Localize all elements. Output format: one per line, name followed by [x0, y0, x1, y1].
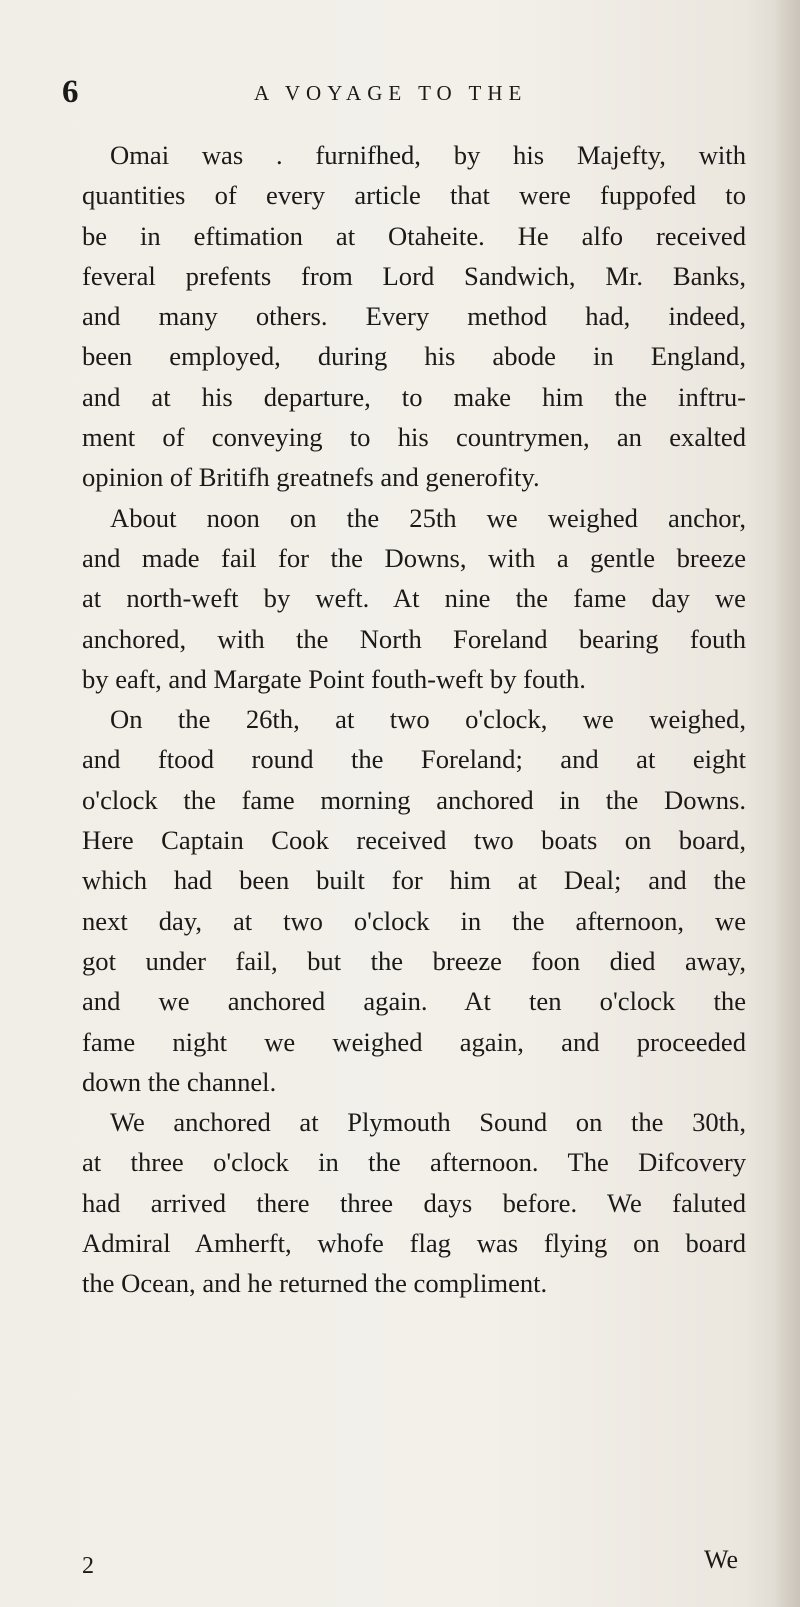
- text-line: at three o'clock in the afternoon. The Difcovery: [82, 1147, 746, 1178]
- body-text: [82, 135, 746, 1304]
- text-line: We anchored at Plymouth Sound on the 30th,: [110, 1107, 746, 1138]
- text-line: the Ocean, and he returned the compliment.: [82, 1268, 548, 1299]
- text-line: and many others. Every method had, indeed,: [82, 301, 746, 332]
- text-line: feveral prefents from Lord Sandwich, Mr. Banks,: [82, 260, 746, 291]
- text-line: which had been built for him at Deal; and the: [82, 865, 746, 896]
- text-line: opinion of Britifh greatnefs and generofity.: [82, 462, 540, 493]
- text-line: and at his departure, to make him the inftru-: [82, 381, 746, 412]
- text-line: quantities of every article that were fuppofed to: [82, 180, 746, 211]
- text-line: On the 26th, at two o'clock, we weighed,: [110, 704, 746, 735]
- page-header: [62, 72, 722, 112]
- text-line: be in eftimation at Otaheite. He alfo received: [82, 220, 746, 251]
- page-number: 6: [62, 74, 79, 110]
- text-line: got under fail, but the breeze foon died away,: [82, 945, 746, 976]
- text-line: Here Captain Cook received two boats on board,: [82, 825, 746, 856]
- text-line: Admiral Amherft, whofe flag was flying on board: [82, 1228, 746, 1259]
- page-edge-shadow: [774, 0, 800, 1607]
- text-line: been employed, during his abode in England,: [82, 341, 746, 372]
- text-line: at north-weft by weft. At nine the fame day we: [82, 583, 746, 614]
- text-line: and made fail for the Downs, with a gentle breeze: [82, 542, 746, 573]
- text-line: had arrived there three days before. We faluted: [82, 1187, 746, 1218]
- text-line: and we anchored again. At ten o'clock the: [82, 986, 746, 1017]
- text-line: Omai was . furnifhed, by his Majefty, with: [110, 140, 746, 170]
- text-line: ment of conveying to his countrymen, an exalted: [82, 422, 746, 453]
- text-line: down the channel.: [82, 1066, 277, 1097]
- catchword: We: [704, 1545, 738, 1574]
- signature-mark: 2: [82, 1553, 94, 1579]
- text-line: next day, at two o'clock in the afternoon, we: [82, 905, 746, 936]
- text-line: and ftood round the Foreland; and at eight: [82, 744, 746, 775]
- text-line: o'clock the fame morning anchored in the Downs.: [82, 784, 746, 815]
- text-line: by eaft, and Margate Point fouth-weft by fouth.: [82, 663, 586, 694]
- text-line: fame night we weighed again, and proceeded: [82, 1026, 746, 1057]
- running-head: A VOYAGE TO THE: [254, 81, 528, 105]
- text-line: anchored, with the North Foreland bearing fouth: [82, 623, 746, 654]
- text-line: About noon on the 25th we weighed anchor,: [110, 502, 746, 533]
- page-footer: [82, 1542, 746, 1582]
